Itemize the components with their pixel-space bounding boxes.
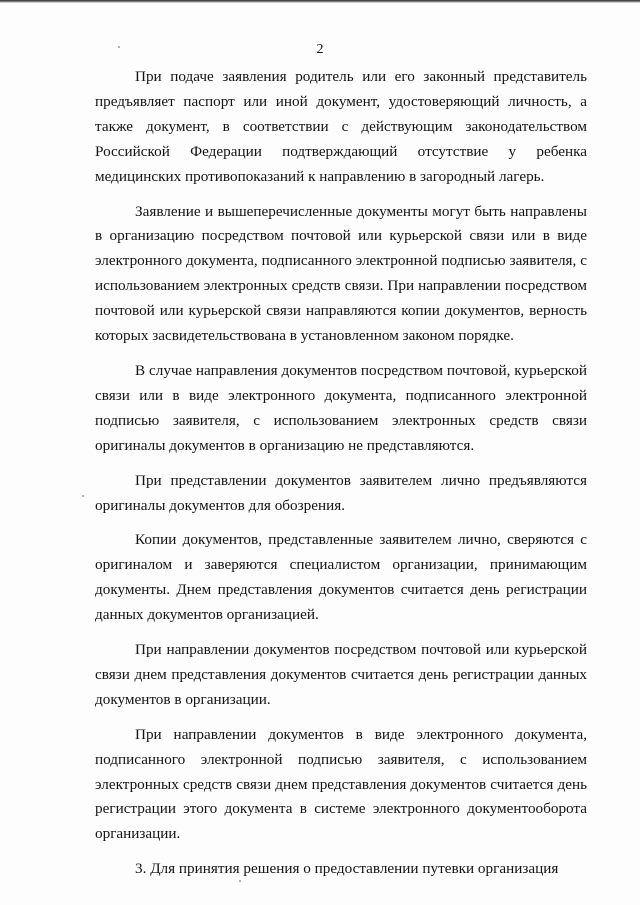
page-number: 2 bbox=[316, 42, 324, 57]
scan-speck bbox=[118, 46, 120, 48]
paragraph-personal-submission: При представлении документов заявителем лично предъявляются оригиналы документов для обозрения. bbox=[95, 471, 587, 514]
scan-top-edge bbox=[0, 0, 640, 3]
scan-speck bbox=[239, 880, 241, 882]
paragraph-section-3: 3. Для принятия решения о предоставлении путевки организация bbox=[135, 860, 559, 878]
scan-speck bbox=[82, 495, 84, 497]
document-body bbox=[95, 65, 587, 882]
paragraph-originals-not-submitted: В случае направления документов посредством почтовой, курьерской связи или в виде электронного документа, подписанного электронной подписью заявителя, с использованием электронных средств связи оригиналы документов в организацию не представляются. bbox=[95, 361, 587, 454]
paragraph-postal-date: При направлении документов посредством почтовой или курьерской связи днем представления документов считается день регистрации данных документов в организации. bbox=[95, 641, 587, 708]
paragraph-electronic-date: При направлении документов в виде электронного документа, подписанного электронной подписью заявителя, с использованием электронных средств связи днем представления документов считается день регистрации этого документа в системе электронного документооборота организации. bbox=[95, 725, 587, 843]
paragraph-copies-verification: Копии документов, представленные заявителем лично, сверяются с оригиналом и заверяются специалистом организации, принимающим документы. Днем представления документов считается день регистрации данных документов организацией. bbox=[95, 531, 587, 624]
paragraph-passport: При подаче заявления родитель или его законный представитель предъявляет паспорт или иной документ, удостоверяющий личность, а также документ, в соответствии с действующим законодательством Российской Федерации подтверждающий отсутствие у ребенка медицинских противопоказаний к направлению в загородный лагерь. bbox=[95, 68, 587, 185]
paragraph-delivery-methods: Заявление и вышеперечисленные документы могут быть направлены в организацию посредством почтовой или курьерской связи или в виде электронного документа, подписанного электронной подписью заявителя, с использованием электронных средств связи. При направлении посредством почтовой или курьерской связи направляются копии документов, верность которых засвидетельствована в установленном законом порядке. bbox=[95, 202, 587, 345]
